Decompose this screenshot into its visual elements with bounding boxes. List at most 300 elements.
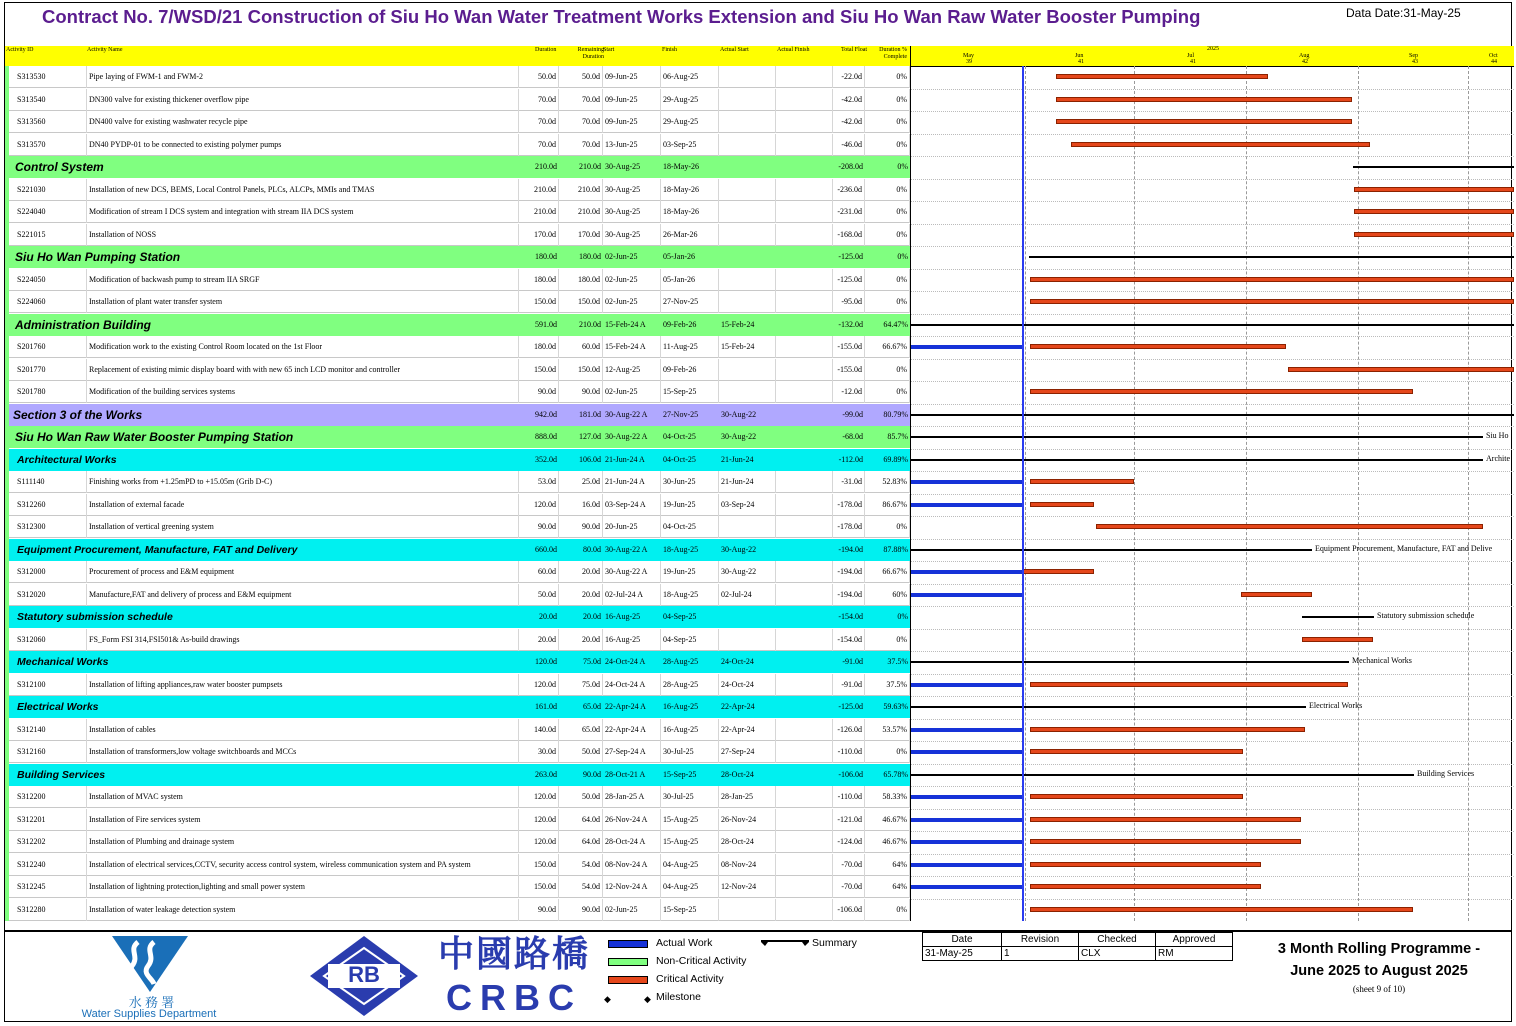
cell-id: S312240	[15, 854, 87, 876]
cell-tf: -155.0d	[833, 359, 865, 381]
cell-pct: 0%	[897, 612, 908, 621]
cell-afinish	[776, 359, 833, 381]
cell-dur: 120.0d	[535, 657, 557, 666]
cell-finish: 29-Aug-25	[661, 89, 719, 111]
cell-tf: -132.0d	[838, 319, 863, 329]
wbs-group-row[interactable]	[5, 449, 910, 471]
timescale-month: May	[963, 53, 974, 59]
cell-start: 08-Nov-24 A	[603, 854, 661, 876]
cell-start: 02-Jul-24 A	[603, 584, 661, 606]
cell-rem: 180.0d	[559, 269, 603, 291]
cell-tf: -194.0d	[833, 561, 865, 583]
cell-dur: 70.0d	[519, 89, 559, 111]
legend-critical-swatch	[608, 976, 648, 984]
critical-activity-bar[interactable]	[1056, 74, 1268, 79]
critical-activity-bar[interactable]	[1030, 344, 1286, 349]
actual-work-bar[interactable]	[911, 818, 1022, 822]
cell-start: 02-Jun-25	[603, 269, 661, 291]
gantt-row-separator	[911, 494, 1514, 495]
cell-dur: 180.0d	[519, 269, 559, 291]
wbs-group-row[interactable]	[5, 539, 910, 561]
wbs-group-row[interactable]	[5, 314, 910, 336]
gantt-row-separator	[911, 786, 1514, 787]
activity-row[interactable]	[5, 516, 910, 538]
cell-name: Installation of lightning protection,lighting and small power system	[87, 876, 519, 898]
cell-name: Modification work to the existing Control Room located on the 1st Floor	[87, 336, 519, 358]
cell-astart	[719, 156, 776, 178]
summary-bar-label: Siu Ho	[1486, 431, 1509, 440]
wbs-name: Electrical Works	[17, 701, 99, 713]
cell-tf: -178.0d	[833, 516, 865, 538]
cell-dur: 53.0d	[519, 471, 559, 493]
timescale-month: Sep	[1409, 53, 1418, 59]
wsd-english-name: Water Supplies Department	[81, 1008, 217, 1020]
actual-work-bar[interactable]	[911, 503, 1022, 507]
actual-work-bar[interactable]	[911, 795, 1022, 799]
critical-activity-bar[interactable]	[1030, 479, 1134, 484]
activity-row[interactable]	[5, 359, 910, 381]
cell-tf: -208.0d	[838, 162, 863, 171]
timescale-month: Oct	[1489, 53, 1498, 59]
summary-bar[interactable]	[911, 549, 1312, 551]
activity-row[interactable]	[5, 89, 910, 111]
cell-start: 30-Aug-25	[603, 179, 661, 201]
critical-activity-bar[interactable]	[1030, 749, 1243, 754]
summary-bar[interactable]	[911, 324, 1514, 326]
cell-id: S221030	[15, 179, 87, 201]
activity-row[interactable]	[5, 471, 910, 493]
wbs-level-strip	[5, 66, 9, 921]
activity-row[interactable]	[5, 786, 910, 808]
cell-tf: -68.0d	[842, 432, 863, 441]
timescale-week: 42	[1302, 59, 1308, 65]
critical-activity-bar[interactable]	[1096, 524, 1483, 529]
cell-tf: -124.0d	[833, 831, 865, 853]
wbs-group-row[interactable]	[5, 606, 910, 628]
gantt-row-separator	[911, 876, 1514, 877]
cell-dur: 180.0d	[519, 336, 559, 358]
cell-id: S312000	[15, 561, 87, 583]
cell-id: S312200	[15, 786, 87, 808]
timescale-month: Aug	[1299, 53, 1310, 59]
cell-afinish	[776, 494, 833, 516]
rev-date: 31-May-25	[923, 947, 1002, 961]
cell-start: 24-Oct-24 A	[603, 674, 661, 696]
cell-rem: 80.0d	[583, 544, 601, 554]
activity-row[interactable]	[5, 831, 910, 853]
cell-afinish	[776, 831, 833, 853]
activity-row[interactable]	[5, 224, 910, 246]
wbs-name: Control System	[15, 160, 104, 174]
gantt-row-separator	[911, 134, 1514, 135]
gantt-row-separator	[911, 111, 1514, 112]
cell-start: 30-Aug-22 A	[605, 432, 648, 441]
activity-row[interactable]	[5, 809, 910, 831]
cell-start: 09-Jun-25	[603, 111, 661, 133]
cell-rem: 90.0d	[583, 769, 601, 779]
cell-afinish	[776, 179, 833, 201]
cell-start: 30-Aug-22 A	[605, 409, 648, 419]
cell-id: S312245	[15, 876, 87, 898]
cell-afinish	[776, 876, 833, 898]
cell-id: S312020	[15, 584, 87, 606]
cell-pct: 0%	[865, 629, 910, 651]
critical-activity-bar[interactable]	[1071, 142, 1370, 147]
cell-pct: 58.33%	[865, 786, 910, 808]
critical-activity-bar[interactable]	[1030, 862, 1261, 867]
actual-work-bar[interactable]	[911, 570, 1022, 574]
legend-summary-icon	[760, 939, 810, 947]
cell-finish: 18-May-26	[663, 162, 699, 171]
cell-rem: 20.0d	[559, 561, 603, 583]
cell-dur: 660.0d	[535, 544, 557, 554]
gantt-row-separator	[911, 629, 1514, 630]
cell-start: 16-Aug-25	[603, 629, 661, 651]
wbs-group-row[interactable]	[5, 764, 910, 786]
critical-activity-bar[interactable]	[1056, 97, 1352, 102]
activity-row[interactable]	[5, 111, 910, 133]
actual-work-bar[interactable]	[911, 345, 1022, 349]
activity-row[interactable]	[5, 584, 910, 606]
activity-row[interactable]	[5, 201, 910, 223]
cell-pct: 52.83%	[865, 471, 910, 493]
gantt-row-separator	[911, 291, 1514, 292]
cell-dur: 150.0d	[519, 291, 559, 313]
col-duration: Duration	[535, 47, 557, 53]
cell-tf: -95.0d	[833, 291, 865, 313]
critical-activity-bar[interactable]	[1030, 299, 1514, 304]
gantt-row-separator	[911, 606, 1514, 607]
cell-id: S201770	[15, 359, 87, 381]
cell-tf: -125.0d	[833, 269, 865, 291]
gantt-row-separator	[911, 809, 1514, 810]
cell-dur: 180.0d	[535, 252, 557, 261]
cell-afinish	[776, 629, 833, 651]
activity-row[interactable]	[5, 269, 910, 291]
cell-finish: 27-Nov-25	[661, 291, 719, 313]
cell-afinish	[776, 741, 833, 763]
wbs-name: Equipment Procurement, Manufacture, FAT and Delivery	[17, 543, 298, 556]
cell-id: S201760	[15, 336, 87, 358]
timescale-week: 43	[1412, 59, 1418, 65]
gantt-row-separator	[911, 449, 1514, 450]
cell-afinish	[776, 426, 833, 448]
summary-bar[interactable]	[911, 774, 1414, 776]
cell-name: Installation of lifting appliances,raw water booster pumpsets	[87, 674, 519, 696]
cell-rem: 20.0d	[583, 612, 601, 621]
summary-bar[interactable]	[1302, 616, 1374, 618]
cell-start: 26-Nov-24 A	[603, 809, 661, 831]
rev-header-approved: Approved	[1156, 933, 1233, 947]
activity-row[interactable]	[5, 179, 910, 201]
gantt-row-separator	[911, 831, 1514, 832]
cell-finish: 27-Nov-25	[663, 409, 699, 419]
activity-row[interactable]	[5, 741, 910, 763]
summary-bar[interactable]	[911, 706, 1306, 708]
cell-rem: 210.0d	[559, 179, 603, 201]
activity-row[interactable]	[5, 66, 910, 88]
activity-row[interactable]	[5, 876, 910, 898]
actual-work-bar[interactable]	[911, 863, 1022, 867]
cell-afinish	[776, 651, 833, 673]
cell-finish: 04-Oct-25	[663, 432, 696, 441]
critical-activity-bar[interactable]	[1288, 367, 1514, 372]
cell-afinish	[776, 111, 833, 133]
cell-tf: -155.0d	[833, 336, 865, 358]
summary-bar-label: Statutory submission schedule	[1377, 611, 1475, 620]
summary-bar[interactable]	[1029, 256, 1514, 258]
critical-activity-bar[interactable]	[1241, 592, 1312, 597]
legend-critical: Critical Activity	[656, 973, 724, 985]
cell-pct: 0%	[865, 89, 910, 111]
summary-bar[interactable]	[911, 436, 1483, 438]
activity-row[interactable]	[5, 291, 910, 313]
legend-actual-work-swatch	[608, 940, 648, 948]
critical-activity-bar[interactable]	[1030, 839, 1301, 844]
cell-id: S312160	[15, 741, 87, 763]
programme-title	[1249, 938, 1509, 982]
cell-tf: -112.0d	[838, 454, 863, 464]
cell-dur: 150.0d	[519, 876, 559, 898]
cell-id: S313560	[15, 111, 87, 133]
activity-row[interactable]	[5, 381, 910, 403]
cell-astart	[719, 246, 776, 268]
cell-name: Replacement of existing mimic display board with with new 65 inch LCD monitor and controller	[87, 359, 519, 381]
cell-start: 30-Aug-22 A	[605, 544, 648, 554]
activity-row[interactable]	[5, 629, 910, 651]
wbs-group-row[interactable]	[5, 696, 910, 718]
cell-dur: 20.0d	[539, 612, 557, 621]
wbs-group-row[interactable]	[5, 651, 910, 673]
gantt-row-separator	[911, 471, 1514, 472]
critical-activity-bar[interactable]	[1030, 794, 1243, 799]
cell-rem: 210.0d	[579, 319, 601, 329]
cell-tf: -70.0d	[833, 854, 865, 876]
cell-name: Installation of plant water transfer system	[87, 291, 519, 313]
cell-finish: 18-Aug-25	[661, 584, 719, 606]
critical-activity-bar[interactable]	[1354, 187, 1514, 192]
actual-work-bar[interactable]	[911, 728, 1022, 732]
cell-start: 30-Aug-22 A	[603, 561, 661, 583]
cell-id: S312060	[15, 629, 87, 651]
cell-start: 02-Jun-25	[603, 381, 661, 403]
cell-afinish	[776, 606, 833, 628]
cell-tf: -110.0d	[833, 741, 865, 763]
cell-astart	[719, 179, 776, 201]
actual-work-bar[interactable]	[911, 683, 1022, 687]
wbs-name: Siu Ho Wan Raw Water Booster Pumping Station	[15, 430, 294, 444]
activity-row[interactable]	[5, 561, 910, 583]
gantt-chart	[910, 46, 1514, 921]
cell-rem: 50.0d	[559, 66, 603, 88]
cell-id: S111140	[15, 471, 87, 493]
gantt-row-separator	[911, 426, 1514, 427]
timescale-week: 41	[1078, 59, 1084, 65]
wbs-group-row[interactable]	[5, 404, 910, 426]
cell-rem: 20.0d	[559, 629, 603, 651]
wbs-name: Mechanical Works	[17, 656, 109, 668]
cell-dur: 210.0d	[535, 162, 557, 171]
cell-afinish	[776, 584, 833, 606]
cell-astart: 30-Aug-22	[721, 409, 757, 419]
gantt-row-separator	[911, 674, 1514, 675]
gantt-row-separator	[911, 201, 1514, 202]
wbs-group-row[interactable]	[5, 246, 910, 268]
activity-row[interactable]	[5, 854, 910, 876]
cell-rem: 170.0d	[559, 224, 603, 246]
cell-rem: 64.0d	[559, 831, 603, 853]
cell-name: Procurement of process and E&M equipment	[87, 561, 519, 583]
activity-row[interactable]	[5, 899, 910, 921]
cell-start: 03-Sep-24 A	[603, 494, 661, 516]
cell-start: 24-Oct-24 A	[605, 657, 646, 666]
cell-name: Installation of external facade	[87, 494, 519, 516]
cell-tf: -154.0d	[833, 629, 865, 651]
critical-activity-bar[interactable]	[1030, 907, 1413, 912]
activity-row[interactable]	[5, 494, 910, 516]
critical-activity-bar[interactable]	[1030, 389, 1413, 394]
cell-astart: 24-Oct-24	[719, 674, 776, 696]
cell-finish: 15-Sep-25	[661, 381, 719, 403]
cell-astart	[719, 359, 776, 381]
cell-start: 02-Jun-25	[603, 291, 661, 313]
activity-row[interactable]	[5, 719, 910, 741]
cell-rem: 25.0d	[559, 471, 603, 493]
wsd-chinese-name: 水 務 署	[128, 995, 175, 1010]
critical-activity-bar[interactable]	[1030, 727, 1305, 732]
cell-id: S224050	[15, 269, 87, 291]
critical-activity-bar[interactable]	[1030, 817, 1301, 822]
cell-afinish	[776, 224, 833, 246]
cell-astart: 26-Nov-24	[719, 809, 776, 831]
activity-row[interactable]	[5, 134, 910, 156]
actual-work-bar[interactable]	[911, 750, 1022, 754]
cell-name: Installation of cables	[87, 719, 519, 741]
actual-work-bar[interactable]	[911, 840, 1022, 844]
cell-name: Modification of backwash pump to stream IIA SRGF	[87, 269, 519, 291]
cell-finish: 16-Aug-25	[663, 702, 699, 711]
cell-afinish	[776, 201, 833, 223]
critical-activity-bar[interactable]	[1056, 119, 1352, 124]
cell-tf: -70.0d	[833, 876, 865, 898]
cell-finish: 05-Jan-26	[663, 252, 695, 261]
cell-astart	[719, 381, 776, 403]
summary-bar[interactable]	[911, 661, 1349, 663]
cell-astart: 03-Sep-24	[719, 494, 776, 516]
col-actual-finish: Actual Finish	[777, 47, 810, 53]
cell-tf: -231.0d	[833, 201, 865, 223]
cell-dur: 210.0d	[519, 201, 559, 223]
cell-tf: -91.0d	[842, 657, 863, 666]
cell-astart	[719, 291, 776, 313]
cell-start: 22-Apr-24 A	[605, 702, 646, 711]
critical-activity-bar[interactable]	[1030, 502, 1094, 507]
activity-table	[5, 46, 910, 921]
critical-activity-bar[interactable]	[1030, 277, 1514, 282]
wbs-group-row[interactable]	[5, 156, 910, 178]
cell-pct: 85.7%	[887, 432, 908, 441]
cell-name: Installation of Plumbing and drainage system	[87, 831, 519, 853]
gantt-row-separator	[911, 561, 1514, 562]
rev-checked: CLX	[1079, 947, 1156, 961]
critical-activity-bar[interactable]	[1354, 209, 1514, 214]
rev-header-checked: Checked	[1079, 933, 1156, 947]
cell-astart	[719, 89, 776, 111]
cell-id: S201780	[15, 381, 87, 403]
actual-work-bar[interactable]	[911, 480, 1022, 484]
cell-finish: 29-Aug-25	[661, 111, 719, 133]
cell-rem: 75.0d	[583, 657, 601, 666]
cell-tf: -125.0d	[838, 252, 863, 261]
cell-dur: 120.0d	[519, 786, 559, 808]
cell-finish: 06-Aug-25	[661, 66, 719, 88]
table-header	[5, 46, 910, 67]
cell-astart: 22-Apr-24	[719, 719, 776, 741]
cell-dur: 70.0d	[519, 134, 559, 156]
critical-activity-bar[interactable]	[1022, 569, 1094, 574]
cell-name: DN400 valve for existing washwater recycle pipe	[87, 111, 519, 133]
cell-finish: 16-Aug-25	[661, 719, 719, 741]
cell-id: S313570	[15, 134, 87, 156]
cell-start: 09-Jun-25	[603, 66, 661, 88]
actual-work-bar[interactable]	[911, 885, 1022, 889]
critical-activity-bar[interactable]	[1030, 884, 1261, 889]
cell-tf: -125.0d	[838, 702, 863, 711]
timescale-month: Jun	[1075, 53, 1084, 59]
cell-start: 13-Jun-25	[603, 134, 661, 156]
cell-dur: 150.0d	[519, 359, 559, 381]
cell-afinish	[776, 764, 833, 786]
summary-bar[interactable]	[1353, 166, 1514, 168]
cell-pct: 0%	[865, 291, 910, 313]
cell-astart: 28-Oct-24	[721, 769, 754, 779]
wbs-group-row[interactable]	[5, 426, 910, 448]
cell-afinish	[776, 404, 833, 426]
cell-finish: 30-Jul-25	[661, 741, 719, 763]
cell-dur: 30.0d	[519, 741, 559, 763]
actual-work-bar[interactable]	[911, 593, 1022, 597]
legend-non-critical: Non-Critical Activity	[656, 955, 747, 967]
critical-activity-bar[interactable]	[1354, 232, 1514, 237]
col-remaining: Remaining Duration	[577, 47, 604, 60]
critical-activity-bar[interactable]	[1302, 637, 1373, 642]
cell-dur: 170.0d	[519, 224, 559, 246]
activity-row[interactable]	[5, 674, 910, 696]
cell-rem: 54.0d	[559, 854, 603, 876]
cell-finish: 28-Aug-25	[663, 657, 699, 666]
cell-rem: 64.0d	[559, 809, 603, 831]
cell-pct: 37.5%	[865, 674, 910, 696]
cell-afinish	[776, 449, 833, 471]
critical-activity-bar[interactable]	[1030, 682, 1348, 687]
cell-finish: 11-Aug-25	[661, 336, 719, 358]
summary-bar-label: Archite	[1486, 453, 1510, 463]
cell-dur: 120.0d	[519, 674, 559, 696]
cell-rem: 16.0d	[559, 494, 603, 516]
wbs-name: Building Services	[17, 768, 106, 781]
cell-dur: 263.0d	[535, 769, 557, 779]
cell-pct: 0%	[865, 899, 910, 921]
cell-afinish	[776, 471, 833, 493]
activity-row[interactable]	[5, 336, 910, 358]
cell-dur: 120.0d	[519, 809, 559, 831]
cell-finish: 05-Jan-26	[661, 269, 719, 291]
legend-milestone: Milestone	[656, 991, 701, 1003]
legend-non-critical-swatch	[608, 958, 648, 966]
cell-astart	[719, 201, 776, 223]
summary-bar[interactable]	[911, 414, 1514, 416]
summary-bar[interactable]	[911, 459, 1483, 461]
